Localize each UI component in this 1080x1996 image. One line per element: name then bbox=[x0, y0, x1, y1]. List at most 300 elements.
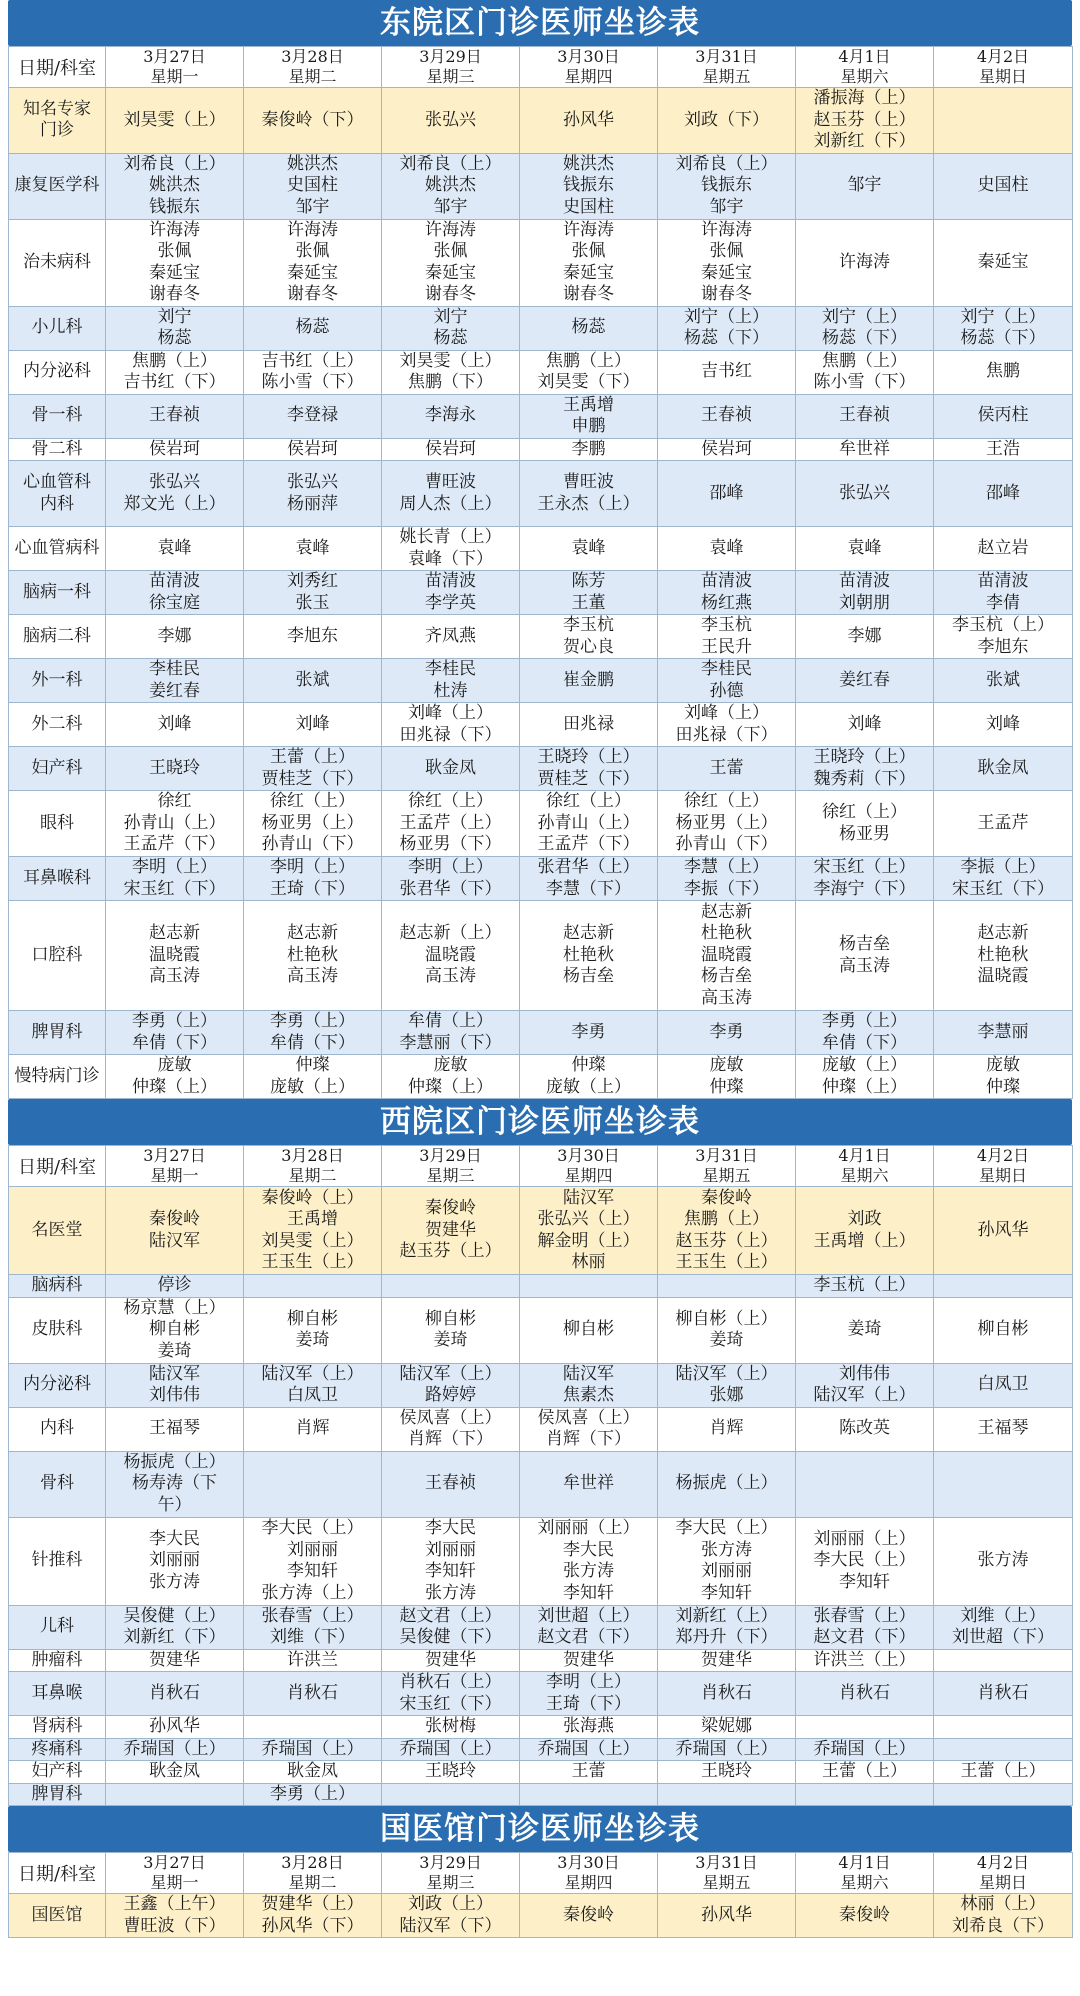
schedule-cell bbox=[520, 1716, 658, 1739]
schedule-cell bbox=[658, 1894, 796, 1938]
schedule-cell bbox=[382, 703, 520, 747]
doctor-name: 王蕾 bbox=[709, 757, 744, 778]
doctor-name: 刘峰 bbox=[157, 713, 192, 734]
schedule-cell bbox=[796, 747, 934, 791]
doctor-name: 赵志新 bbox=[701, 901, 752, 922]
doctor-name: 贺心良 bbox=[563, 636, 614, 657]
schedule-cell bbox=[796, 571, 934, 615]
department-label: 妇产科 bbox=[31, 1761, 83, 1781]
doctor-name: 杨蕊（下） bbox=[684, 328, 769, 348]
department-name bbox=[9, 747, 106, 791]
doctor-name: 孙风华（下） bbox=[261, 1915, 364, 1936]
doctor-name: 刘丽丽 bbox=[701, 1561, 752, 1581]
doctor-name: 杜艳秋 bbox=[563, 944, 614, 965]
doctor-name: 焦鹏（上） bbox=[822, 350, 907, 371]
schedule-cell bbox=[244, 438, 382, 461]
day-weekday: 星期一 bbox=[150, 1166, 199, 1185]
doctor-name: 乔瑞国（上） bbox=[675, 1738, 778, 1759]
doctor-name: 吉书红（上） bbox=[261, 350, 364, 371]
department-name bbox=[9, 1605, 106, 1649]
doctor-name: 张佩 bbox=[571, 241, 606, 261]
table-row bbox=[9, 350, 1073, 394]
doctor-name: 赵志新 bbox=[563, 923, 614, 944]
doctor-name: 李大民（上） bbox=[261, 1518, 364, 1538]
doctor-name: 李大民 bbox=[425, 1518, 476, 1538]
day-weekday: 星期三 bbox=[426, 1166, 475, 1185]
schedule-cell bbox=[520, 901, 658, 1011]
day-weekday: 星期六 bbox=[840, 67, 889, 86]
doctor-name: 袁峰（下） bbox=[408, 548, 493, 569]
day-header bbox=[382, 1853, 520, 1894]
doctor-name: 牟倩（上） bbox=[408, 1011, 493, 1031]
doctor-name: 肖秋石 bbox=[287, 1682, 338, 1703]
doctor-name: 侯岩珂 bbox=[701, 438, 752, 459]
doctor-name: 秦俊岭 bbox=[425, 1198, 476, 1219]
day-header bbox=[796, 1146, 934, 1187]
schedule-cell bbox=[244, 1716, 382, 1739]
doctor-name: 陆汉军（上） bbox=[675, 1363, 778, 1384]
department-name bbox=[9, 1011, 106, 1055]
doctor-name: 仲璨 bbox=[571, 1055, 606, 1075]
doctor-name: 张佩 bbox=[433, 241, 468, 261]
schedule-cell bbox=[520, 219, 658, 306]
doctor-name: 杨蕊 bbox=[295, 317, 330, 338]
doctor-name: 王玉生（上） bbox=[261, 1252, 364, 1272]
doctor-name: 杨振虎（上） bbox=[675, 1473, 778, 1494]
schedule-cell bbox=[106, 659, 244, 703]
doctor-name: 姚洪杰 bbox=[563, 153, 614, 174]
table-row bbox=[9, 1363, 1073, 1407]
schedule-cell bbox=[934, 1761, 1073, 1784]
doctor-name: 牟世祥 bbox=[839, 438, 890, 459]
doctor-name: 肖辉（下） bbox=[546, 1429, 631, 1449]
doctor-name: 杨红燕 bbox=[701, 592, 752, 613]
day-weekday: 星期二 bbox=[288, 1166, 337, 1185]
schedule-cell bbox=[796, 1187, 934, 1275]
doctor-name: 田兆禄 bbox=[563, 713, 614, 734]
doctor-name: 曹旺波 bbox=[425, 472, 476, 492]
day-date: 3月27日 bbox=[143, 47, 206, 66]
section-title: 国医馆门诊医师坐诊表 bbox=[8, 1806, 1072, 1852]
department-label: 妇产科 bbox=[31, 757, 83, 778]
schedule-cell bbox=[244, 857, 382, 901]
doctor-name: 潘振海（上） bbox=[813, 88, 916, 108]
doctor-name: 刘峰 bbox=[986, 713, 1020, 734]
schedule-cell bbox=[382, 88, 520, 154]
doctor-name: 李海永 bbox=[425, 405, 476, 426]
doctor-name: 庞敏 bbox=[986, 1055, 1020, 1075]
schedule-cell bbox=[244, 747, 382, 791]
day-date: 3月29日 bbox=[419, 47, 482, 66]
day-date: 3月27日 bbox=[143, 1146, 206, 1165]
schedule-cell bbox=[520, 438, 658, 461]
day-weekday: 星期四 bbox=[564, 1166, 613, 1185]
schedule-cell bbox=[106, 1451, 244, 1517]
doctor-name: 许海涛 bbox=[149, 219, 200, 240]
doctor-name: 徐红（上） bbox=[684, 791, 769, 812]
doctor-name: 王福琴 bbox=[977, 1418, 1029, 1439]
doctor-name: 徐红（上） bbox=[270, 791, 355, 812]
doctor-name: 秦延宝 bbox=[149, 262, 200, 283]
doctor-name: 李玉杭 bbox=[701, 615, 752, 635]
schedule-cell bbox=[106, 1407, 244, 1451]
schedule-table bbox=[8, 1145, 1073, 1806]
doctor-name: 李娜 bbox=[847, 625, 882, 646]
doctor-name: 王晓玲（上） bbox=[537, 747, 640, 767]
department-name bbox=[9, 350, 106, 394]
header-row bbox=[9, 1853, 1073, 1894]
doctor-name: 许洪兰 bbox=[287, 1649, 338, 1670]
schedule-cell bbox=[796, 461, 934, 527]
doctor-name: 侯凤喜（上） bbox=[399, 1407, 502, 1428]
doctor-name: 耿金凤 bbox=[977, 757, 1029, 778]
doctor-name: 魏秀莉（下） bbox=[813, 768, 916, 789]
doctor-name: 路婷婷 bbox=[425, 1385, 476, 1405]
schedule-cell bbox=[106, 461, 244, 527]
doctor-name: 谢春冬 bbox=[701, 284, 752, 304]
doctor-name: 陆汉军（上） bbox=[813, 1385, 916, 1405]
table-row bbox=[9, 659, 1073, 703]
day-weekday: 星期二 bbox=[288, 67, 337, 86]
schedule-cell bbox=[244, 1649, 382, 1672]
department-name bbox=[9, 394, 106, 438]
doctor-name: 王晓玲 bbox=[425, 1761, 476, 1781]
schedule-cell bbox=[658, 1363, 796, 1407]
day-weekday: 星期六 bbox=[840, 1873, 889, 1892]
schedule-cell bbox=[382, 1761, 520, 1784]
schedule-cell bbox=[796, 703, 934, 747]
department-name bbox=[9, 219, 106, 306]
schedule-cell bbox=[658, 1451, 796, 1517]
schedule-cell bbox=[658, 703, 796, 747]
schedule-cell bbox=[244, 1055, 382, 1099]
schedule-table bbox=[8, 46, 1073, 1099]
schedule-cell bbox=[796, 219, 934, 306]
doctor-name: 李慧丽 bbox=[977, 1021, 1029, 1042]
doctor-name: 李勇 bbox=[709, 1021, 744, 1042]
doctor-name: 肖秋石 bbox=[839, 1682, 890, 1703]
doctor-name: 王晓玲 bbox=[701, 1761, 752, 1781]
doctor-name: 李知轩 bbox=[701, 1582, 752, 1603]
day-date: 3月28日 bbox=[281, 1146, 344, 1165]
doctor-name: 王孟芹（下） bbox=[537, 834, 640, 855]
schedule-cell bbox=[244, 791, 382, 857]
table-row bbox=[9, 153, 1073, 219]
doctor-name: 邹宇 bbox=[295, 196, 330, 217]
schedule-cell bbox=[244, 1783, 382, 1806]
doctor-name: 张海燕 bbox=[563, 1716, 614, 1736]
schedule-cell bbox=[382, 306, 520, 350]
doctor-name: 柳自彬（上） bbox=[675, 1308, 778, 1329]
schedule-cell bbox=[382, 461, 520, 527]
schedule-cell bbox=[106, 1894, 244, 1938]
doctor-name: 赵立岩 bbox=[977, 537, 1029, 558]
doctor-name: 李大民（上） bbox=[813, 1550, 916, 1571]
doctor-name: 牟倩（下） bbox=[270, 1032, 355, 1053]
doctor-name: 邵峰 bbox=[709, 482, 744, 503]
day-header bbox=[520, 47, 658, 88]
doctor-name: 贺建华 bbox=[563, 1649, 614, 1670]
doctor-name: 杜艳秋 bbox=[977, 944, 1029, 965]
doctor-name: 姜琦 bbox=[157, 1340, 192, 1361]
schedule-cell bbox=[244, 1451, 382, 1517]
table-row bbox=[9, 703, 1073, 747]
doctor-name: 李玉杭（上） bbox=[952, 615, 1054, 635]
doctor-name: 李勇（上） bbox=[132, 1011, 217, 1031]
schedule-cell bbox=[106, 1363, 244, 1407]
doctor-name: 贾桂芝（下） bbox=[261, 768, 364, 789]
doctor-name: 张弘兴 bbox=[149, 472, 200, 492]
schedule-cell bbox=[934, 394, 1073, 438]
schedule-cell bbox=[106, 1275, 244, 1298]
doctor-name: 姜琦 bbox=[295, 1330, 330, 1350]
schedule-cell bbox=[106, 747, 244, 791]
doctor-name: 邹宇 bbox=[709, 196, 744, 217]
doctor-name: 赵志新（上） bbox=[399, 923, 502, 944]
doctor-name: 刘宁 bbox=[157, 306, 192, 327]
doctor-name: 张方涛 bbox=[701, 1539, 752, 1560]
department-label: 骨二科 bbox=[31, 438, 83, 459]
doctor-name: 高玉涛 bbox=[839, 955, 890, 976]
doctor-name: 李慧丽（下） bbox=[399, 1032, 502, 1053]
department-label: 脑病一科 bbox=[23, 581, 91, 602]
doctor-name: 刘新红（下） bbox=[123, 1627, 226, 1647]
day-date: 4月1日 bbox=[838, 1146, 891, 1165]
schedule-cell bbox=[796, 1761, 934, 1784]
schedule-cell bbox=[658, 88, 796, 154]
day-date: 3月31日 bbox=[695, 1853, 758, 1872]
day-weekday: 星期日 bbox=[978, 1873, 1027, 1892]
table-row bbox=[9, 1716, 1073, 1739]
doctor-name: 刘峰 bbox=[847, 713, 882, 734]
section-title: 西院区门诊医师坐诊表 bbox=[8, 1099, 1072, 1145]
doctor-name: 李勇（上） bbox=[270, 1011, 355, 1031]
doctor-name: 郑丹升（下） bbox=[675, 1627, 778, 1647]
doctor-name: 李知轩 bbox=[425, 1561, 476, 1581]
doctor-name: 杨亚男（上） bbox=[675, 812, 778, 833]
doctor-name: 仲璨（上） bbox=[822, 1076, 907, 1097]
doctor-name: 徐红（上） bbox=[822, 802, 907, 822]
doctor-name: 刘峰（上） bbox=[408, 703, 493, 723]
doctor-name: 柳自彬 bbox=[149, 1319, 200, 1340]
doctor-name: 杨蕊 bbox=[157, 328, 192, 348]
doctor-name: 张弘兴 bbox=[839, 482, 890, 503]
schedule-cell bbox=[934, 153, 1073, 219]
schedule-cell bbox=[796, 1716, 934, 1739]
doctor-name: 袁峰 bbox=[709, 537, 744, 558]
department-label: 外二科 bbox=[31, 713, 83, 734]
schedule-cell bbox=[382, 901, 520, 1011]
day-date: 3月28日 bbox=[281, 1853, 344, 1872]
schedule-cell bbox=[520, 747, 658, 791]
schedule-cell bbox=[796, 1517, 934, 1605]
schedule-cell bbox=[520, 615, 658, 659]
schedule-cell bbox=[796, 857, 934, 901]
doctor-name: 陈芳 bbox=[571, 571, 606, 591]
schedule-cell bbox=[658, 350, 796, 394]
schedule-cell bbox=[106, 1605, 244, 1649]
doctor-name: 姜红春 bbox=[149, 680, 200, 701]
schedule-cell bbox=[934, 857, 1073, 901]
day-header bbox=[796, 1853, 934, 1894]
day-header bbox=[934, 1146, 1073, 1187]
department-label: 脾胃科 bbox=[31, 1783, 83, 1804]
schedule-cell bbox=[520, 394, 658, 438]
doctor-name: 钱振东 bbox=[701, 175, 752, 196]
schedule-cell bbox=[658, 1761, 796, 1784]
doctor-name: 姚洪杰 bbox=[149, 175, 200, 196]
department-name bbox=[9, 791, 106, 857]
schedule-cell bbox=[658, 791, 796, 857]
doctor-name: 秦俊岭 bbox=[701, 1187, 752, 1208]
schedule-cell bbox=[106, 703, 244, 747]
doctor-name: 停诊 bbox=[157, 1275, 192, 1295]
table-row bbox=[9, 1517, 1073, 1605]
schedule-cell bbox=[106, 857, 244, 901]
schedule-cell bbox=[106, 1517, 244, 1605]
table-row bbox=[9, 1649, 1073, 1672]
doctor-name: 王春祯 bbox=[425, 1473, 476, 1494]
doctor-name: 宋玉红（下） bbox=[399, 1693, 502, 1714]
doctor-name: 孙青山（上） bbox=[537, 812, 640, 833]
doctor-name: 刘政（下） bbox=[684, 109, 769, 130]
doctor-name: 温晓霞 bbox=[149, 944, 200, 965]
day-weekday: 星期日 bbox=[978, 67, 1027, 86]
doctor-name: 李知轩 bbox=[563, 1582, 614, 1603]
schedule-cell bbox=[658, 438, 796, 461]
doctor-name: 王蕾 bbox=[571, 1761, 606, 1781]
doctor-name: 焦鹏（上） bbox=[546, 350, 631, 371]
department-name bbox=[9, 306, 106, 350]
schedule-cell bbox=[520, 857, 658, 901]
department-name bbox=[9, 1672, 106, 1716]
day-date: 4月2日 bbox=[976, 1853, 1030, 1872]
day-date: 3月29日 bbox=[419, 1146, 482, 1165]
doctor-name: 林丽（上） bbox=[960, 1894, 1046, 1914]
doctor-name: 王春祯 bbox=[839, 405, 890, 426]
doctor-name: 刘丽丽（上） bbox=[813, 1528, 916, 1549]
schedule-cell bbox=[382, 1517, 520, 1605]
table-row bbox=[9, 1187, 1073, 1275]
schedule-cell bbox=[934, 1517, 1073, 1605]
day-weekday: 星期五 bbox=[702, 1873, 751, 1892]
schedule-cell bbox=[106, 1783, 244, 1806]
schedule-cell bbox=[244, 1894, 382, 1938]
department-label: 治未病科 bbox=[23, 251, 91, 272]
doctor-name: 张弘兴（上） bbox=[537, 1209, 640, 1229]
schedule-cell bbox=[382, 1363, 520, 1407]
schedule-cell bbox=[244, 1761, 382, 1784]
doctor-name: 乔瑞国（上） bbox=[813, 1738, 916, 1759]
doctor-name: 刘新红（上） bbox=[675, 1605, 778, 1626]
schedule-cell bbox=[658, 1407, 796, 1451]
schedule-cell bbox=[796, 791, 934, 857]
schedule-page bbox=[8, 0, 1072, 1938]
doctor-name: 秦延宝 bbox=[701, 262, 752, 283]
schedule-cell bbox=[382, 1672, 520, 1716]
doctor-name: 庞敏（上） bbox=[270, 1076, 355, 1097]
schedule-cell bbox=[934, 1055, 1073, 1099]
schedule-cell bbox=[382, 571, 520, 615]
table-row bbox=[9, 1761, 1073, 1784]
doctor-name: 秦俊岭（下） bbox=[261, 109, 364, 130]
doctor-name: 李知轩 bbox=[839, 1571, 890, 1592]
doctor-name: 耿金凤 bbox=[149, 1761, 200, 1781]
doctor-name: 杨丽萍 bbox=[287, 493, 338, 514]
doctor-name: 杜涛 bbox=[433, 680, 468, 701]
schedule-cell bbox=[382, 1187, 520, 1275]
department-label: 慢特病门诊 bbox=[14, 1065, 100, 1086]
day-header bbox=[106, 1853, 244, 1894]
doctor-name: 王禹增（上） bbox=[813, 1230, 916, 1251]
doctor-name: 姜红春 bbox=[839, 669, 890, 690]
schedule-cell bbox=[520, 1011, 658, 1055]
doctor-name: 苗清波 bbox=[977, 571, 1029, 591]
table-row bbox=[9, 88, 1073, 154]
schedule-cell bbox=[934, 1275, 1073, 1298]
table-row bbox=[9, 791, 1073, 857]
schedule-cell bbox=[934, 1363, 1073, 1407]
schedule-cell bbox=[796, 1783, 934, 1806]
schedule-cell bbox=[520, 1783, 658, 1806]
doctor-name: 李娜 bbox=[157, 625, 192, 646]
doctor-name: 肖辉 bbox=[709, 1418, 744, 1439]
doctor-name: 温晓霞 bbox=[425, 944, 476, 965]
doctor-name: 杨吉垒 bbox=[839, 934, 890, 954]
doctor-name: 张玉 bbox=[295, 592, 330, 613]
day-date: 3月29日 bbox=[419, 1853, 482, 1872]
doctor-name: 曹旺波 bbox=[563, 472, 614, 492]
department-name bbox=[9, 1738, 106, 1761]
doctor-name: 周人杰（上） bbox=[399, 493, 502, 514]
doctor-name: 杨亚男（下） bbox=[399, 834, 502, 855]
doctor-name: 张方涛 bbox=[563, 1561, 614, 1581]
department-name bbox=[9, 1275, 106, 1298]
doctor-name: 刘秀红 bbox=[287, 571, 338, 591]
doctor-name: 秦俊岭 bbox=[149, 1209, 200, 1229]
doctor-name: 孙风华 bbox=[563, 109, 614, 130]
day-weekday: 星期一 bbox=[150, 67, 199, 86]
doctor-name: 赵文君（下） bbox=[537, 1627, 640, 1647]
doctor-name: 杨京慧（上） bbox=[123, 1297, 226, 1318]
department-name bbox=[9, 1649, 106, 1672]
day-date: 3月30日 bbox=[557, 47, 620, 66]
day-header bbox=[244, 1146, 382, 1187]
doctor-name: 李振（上） bbox=[960, 857, 1046, 877]
doctor-name: 孙青山（下） bbox=[675, 834, 778, 855]
doctor-name: 庞敏 bbox=[433, 1055, 468, 1075]
department-label: 名医堂 bbox=[31, 1219, 83, 1240]
schedule-cell bbox=[796, 1672, 934, 1716]
doctor-name: 侯凤喜（上） bbox=[537, 1407, 640, 1428]
doctor-name: 秦俊岭（上） bbox=[261, 1187, 364, 1208]
schedule-cell bbox=[934, 1187, 1073, 1275]
doctor-name: 秦俊岭 bbox=[839, 1904, 890, 1925]
table-row bbox=[9, 219, 1073, 306]
schedule-cell bbox=[244, 1672, 382, 1716]
doctor-name: 王琦（下） bbox=[546, 1693, 631, 1714]
doctor-name: 谢春冬 bbox=[287, 284, 338, 304]
doctor-name: 刘希良（下） bbox=[952, 1915, 1054, 1936]
schedule-cell bbox=[658, 857, 796, 901]
day-weekday: 星期五 bbox=[702, 1166, 751, 1185]
department-name bbox=[9, 703, 106, 747]
doctor-name: 刘世超（下） bbox=[952, 1627, 1054, 1647]
doctor-name: 贾桂芝（下） bbox=[537, 768, 640, 789]
day-header bbox=[106, 1146, 244, 1187]
doctor-name: 崔金鹏 bbox=[563, 669, 614, 690]
schedule-cell bbox=[244, 350, 382, 394]
